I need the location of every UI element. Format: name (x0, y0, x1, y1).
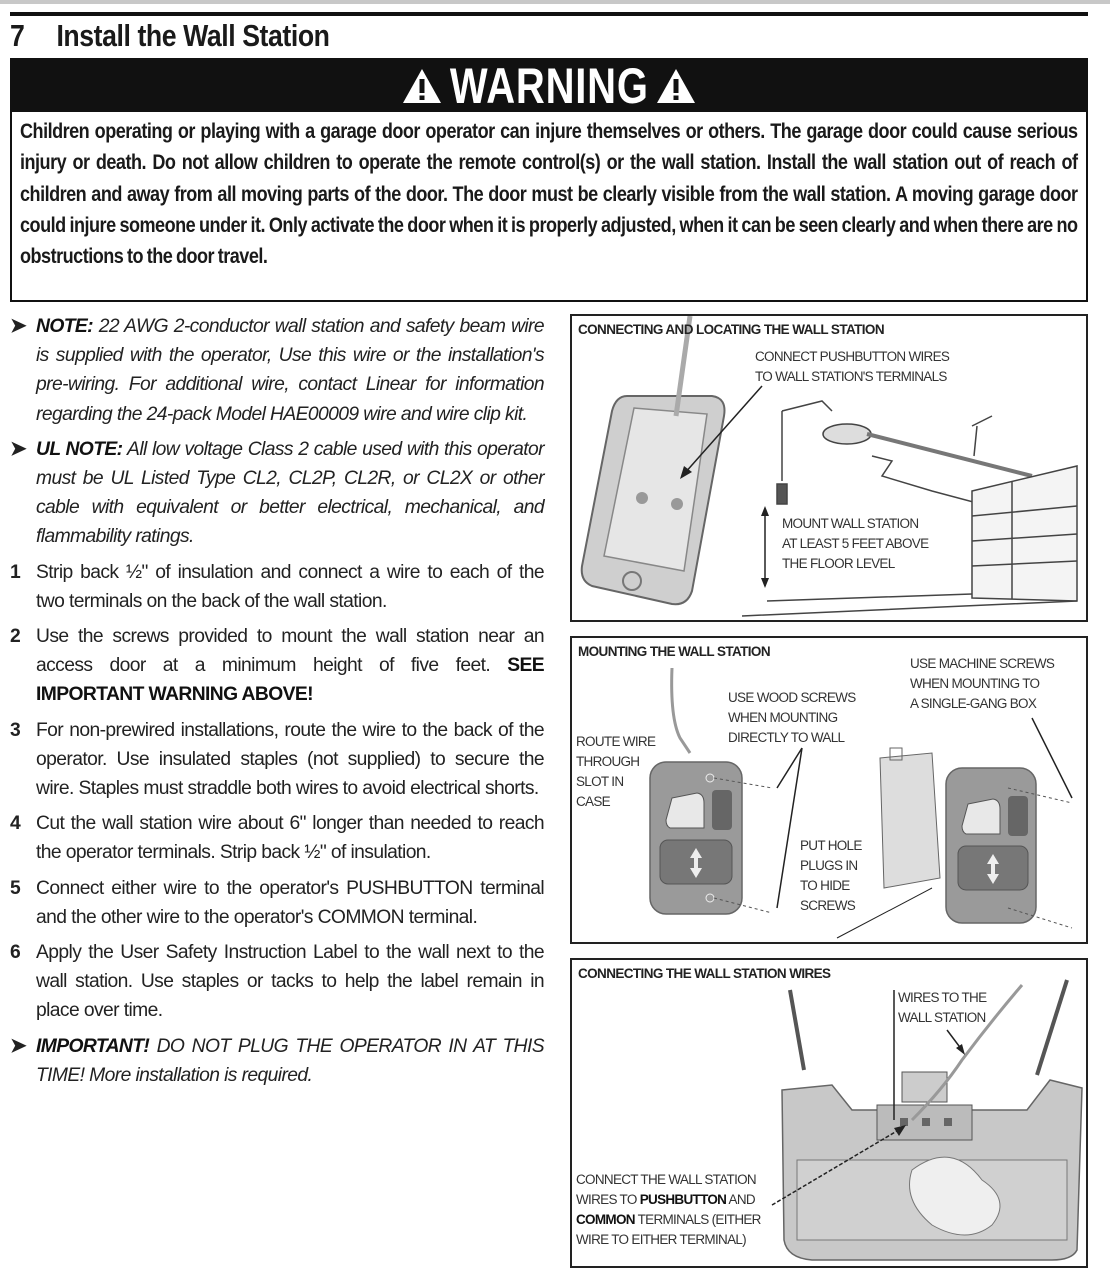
callout-connect-wires (755, 347, 949, 387)
figure-title: CONNECTING THE WALL STATION WIRES (578, 966, 831, 981)
step-text: For non-prewired installations, route the wire to the back of the operator. Use insulated staples (not supplied) to secure the wire. Staples must straddle both wires to avoid electrical shorts. (36, 719, 544, 800)
step-text: Use the screws provided to mount the wall station near an access door at a minimum height of five feet. (36, 626, 544, 677)
step-item (10, 874, 544, 932)
warning-text: Children operating or playing with a garage door operator can injure themselves or others. The garage door could cause serious injury or death. Do not allow children to operate the remote control(s) or the wall station. Install the wall station out of reach of children and away from all moving parts of the door. The door must be clearly visible from the wall station. A moving garage door could injure someone under it. Only activate the door when it is properly adjusted, when it can be seen clearly and when there are no obstructions to the door travel. (20, 119, 1078, 269)
wall-station-back-icon (582, 316, 725, 604)
callout-line: WIRE TO EITHER TERMINAL) (576, 1232, 746, 1247)
callout-line: MOUNT WALL STATION (782, 516, 919, 531)
warning-box (10, 58, 1088, 302)
callout-line: WIRES TO THE (898, 990, 987, 1005)
step-item (10, 558, 544, 616)
note-label: NOTE: (36, 316, 93, 337)
warning-header (12, 60, 1086, 112)
ul-note-paragraph (10, 435, 544, 552)
page-top-edge (0, 0, 1110, 4)
step-number: 2 (10, 626, 21, 648)
callout-text: AND (726, 1192, 755, 1207)
callout-line: AT LEAST 5 FEET ABOVE (782, 536, 929, 551)
section-number: 7 (10, 18, 25, 53)
ul-note-text: All low voltage Class 2 cable used with this operator must be UL Listed Type CL2, CL2P, CL2R, or CL2X or other cable with equivalent or better electrical, mechanical, and flammability ratings. (36, 438, 544, 548)
callout-line: CONNECT THE WALL STATION (576, 1172, 756, 1187)
callout-line (576, 1210, 761, 1230)
step-number: 1 (10, 561, 21, 583)
callout-line: ROUTE WIRE (576, 734, 656, 749)
callout-line: TO WALL STATION'S TERMINALS (755, 369, 947, 384)
callout-wood-screws (728, 688, 856, 748)
callout-line: SLOT IN (576, 774, 624, 789)
step-emphasis: SEE IMPORTANT WARNING ABOVE! (36, 655, 544, 706)
callout-line: THE FLOOR LEVEL (782, 556, 895, 571)
note-text: 22 AWG 2-conductor wall station and safety beam wire is supplied with the operator, Use this wire or the installation's pre-wiring. For additional wire, contact Linear for information regarding the 24-pack Model HAE00009 wire and wire clip kit. (36, 316, 544, 425)
step-text: Apply the User Safety Instruction Label to the wall next to the wall station. Use staples or tacks to help the label remain in place over time. (36, 942, 544, 1022)
arrow-bullet-icon: ➤ (10, 1034, 27, 1057)
garage-door-icon (742, 401, 1077, 616)
step-item (10, 938, 544, 1026)
important-paragraph (10, 1032, 544, 1090)
callout-line: PLUGS IN (800, 858, 858, 873)
callout-line: THROUGH (576, 754, 640, 769)
step-item (10, 716, 544, 804)
callout-line: USE WOOD SCREWS (728, 690, 856, 705)
step-number: 3 (10, 719, 21, 741)
callout-wires-to-station (898, 988, 986, 1028)
figure-title: MOUNTING THE WALL STATION (578, 644, 770, 659)
step-item (10, 622, 544, 710)
step-item (10, 809, 544, 867)
ul-note-label: UL NOTE: (36, 438, 123, 460)
callout-line: WHEN MOUNTING TO (910, 676, 1040, 691)
callout-line: PUT HOLE (800, 838, 862, 853)
callout-machine-screws (910, 654, 1054, 714)
warning-body (12, 112, 1086, 272)
figure-mounting (570, 636, 1088, 944)
common-term: COMMON (576, 1212, 635, 1227)
callout-line: WHEN MOUNTING (728, 710, 838, 725)
figure-wiring (570, 958, 1088, 1268)
callout-line: CASE (576, 794, 610, 809)
callout-line: TO HIDE (800, 878, 850, 893)
callout-hole-plugs (800, 836, 862, 916)
step-number: 6 (10, 942, 21, 964)
step-number: 5 (10, 877, 21, 899)
figure-title: CONNECTING AND LOCATING THE WALL STATION (578, 322, 884, 337)
single-gang-box-icon (880, 748, 940, 888)
instructions-column (10, 312, 544, 1096)
callout-connect-terminals (576, 1170, 761, 1250)
callout-text: TERMINALS (EITHER (634, 1212, 761, 1227)
wall-station-front-icon (650, 762, 742, 914)
note-paragraph (10, 312, 544, 429)
warning-triangle-icon (401, 67, 443, 105)
section-title: Install the Wall Station (56, 18, 330, 53)
callout-route-wire (576, 732, 655, 812)
important-label: IMPORTANT! (36, 1035, 150, 1057)
important-text: DO NOT PLUG THE OPERATOR IN AT THIS TIME! More installation is required. (36, 1035, 544, 1086)
step-text: Strip back ½" of insulation and connect a wire to each of the two terminals on the back of the wall station. (36, 561, 544, 612)
figure-connecting-locating (570, 314, 1088, 622)
callout-line: WALL STATION (898, 1010, 986, 1025)
callout-line: USE MACHINE SCREWS (910, 656, 1055, 671)
step-number: 4 (10, 813, 21, 835)
step-text: Cut the wall station wire about 6" longer than needed to reach the operator terminals. Strip back ½" of insulation. (36, 813, 544, 864)
pushbutton-term: PUSHBUTTON (639, 1192, 727, 1207)
arrow-bullet-icon: ➤ (10, 437, 27, 460)
callout-line: CONNECT PUSHBUTTON WIRES (755, 349, 950, 364)
step-text: Connect either wire to the operator's PUSHBUTTON terminal and the other wire to the operator's COMMON terminal. (36, 877, 544, 928)
section-heading (10, 16, 330, 56)
warning-triangle-icon (655, 67, 697, 105)
warning-title: WARNING (449, 58, 649, 114)
callout-mount-height (782, 514, 928, 574)
callout-text: WIRES TO (576, 1192, 640, 1207)
callout-line: SCREWS (800, 898, 856, 913)
callout-line: DIRECTLY TO WALL (728, 730, 845, 745)
callout-line (576, 1190, 761, 1210)
callout-line: A SINGLE-GANG BOX (910, 696, 1037, 711)
arrow-bullet-icon: ➤ (10, 315, 27, 337)
